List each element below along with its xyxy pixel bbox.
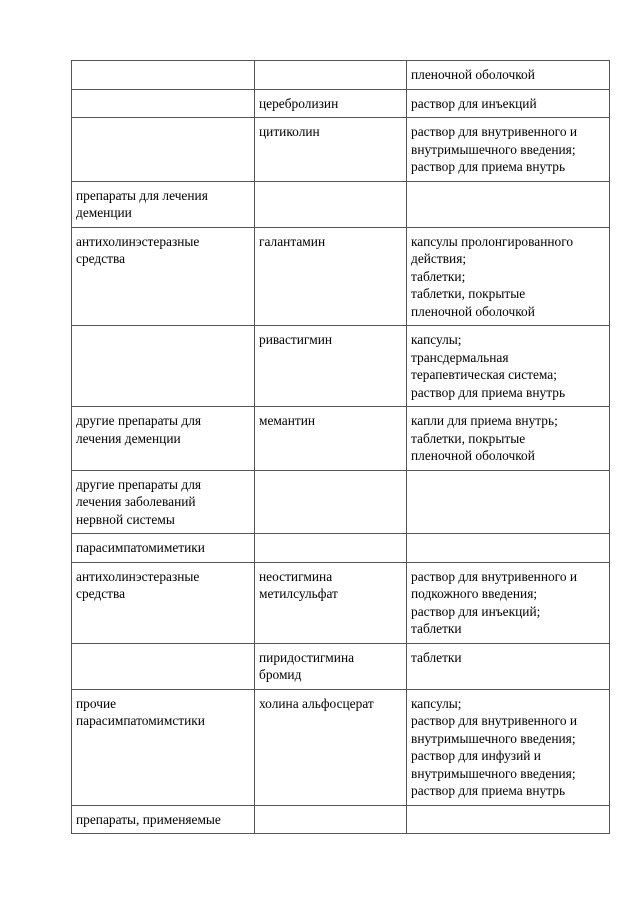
table-row <box>72 61 610 90</box>
dosage-form-cell <box>407 805 610 834</box>
substance-cell: цитиколин <box>255 118 407 182</box>
substance-cell: мемантин <box>255 407 407 471</box>
group-cell: антихолинэстеразные средства <box>72 227 255 326</box>
group-cell <box>72 61 255 90</box>
group-cell: другие препараты для лечения заболеваний нервной системы <box>72 470 255 534</box>
table-row <box>72 227 610 326</box>
substance-cell <box>255 181 407 227</box>
dosage-form-cell: раствор для внутривенного и подкожного введения; раствор для инъекций; таблетки <box>407 562 610 643</box>
table-row <box>72 643 610 689</box>
substance-cell: холина альфосцерат <box>255 689 407 805</box>
substance-cell <box>255 805 407 834</box>
dosage-form-cell: капсулы; трансдермальная терапевтическая система; раствор для приема внутрь <box>407 326 610 407</box>
group-cell <box>72 643 255 689</box>
substance-cell: пиридостигмина бромид <box>255 643 407 689</box>
table-row <box>72 181 610 227</box>
substance-cell: ривастигмин <box>255 326 407 407</box>
group-cell <box>72 118 255 182</box>
table-row <box>72 689 610 805</box>
dosage-form-cell: раствор для инъекций <box>407 89 610 118</box>
table-row <box>72 89 610 118</box>
table-row <box>72 805 610 834</box>
substance-cell: неостигмина метилсульфат <box>255 562 407 643</box>
substance-cell: церебролизин <box>255 89 407 118</box>
table-row <box>72 562 610 643</box>
table-row <box>72 534 610 563</box>
group-cell <box>72 326 255 407</box>
group-cell: другие препараты для лечения деменции <box>72 407 255 471</box>
dosage-form-cell: раствор для внутривенного и внутримышечного введения; раствор для приема внутрь <box>407 118 610 182</box>
substance-cell <box>255 61 407 90</box>
dosage-form-cell: капсулы пролонгированного действия; таблетки; таблетки, покрытые пленочной оболочкой <box>407 227 610 326</box>
dosage-form-cell: капли для приема внутрь; таблетки, покрытые пленочной оболочкой <box>407 407 610 471</box>
table-row <box>72 407 610 471</box>
substance-cell <box>255 470 407 534</box>
dosage-form-cell <box>407 534 610 563</box>
substance-cell <box>255 534 407 563</box>
group-cell: парасимпатомиметики <box>72 534 255 563</box>
group-cell: прочие парасимпатомимстики <box>72 689 255 805</box>
group-cell: препараты, применяемые <box>72 805 255 834</box>
table-row <box>72 118 610 182</box>
dosage-form-cell: таблетки <box>407 643 610 689</box>
table-row <box>72 326 610 407</box>
table-row <box>72 470 610 534</box>
group-cell: антихолинэстеразные средства <box>72 562 255 643</box>
group-cell: препараты для лечения деменции <box>72 181 255 227</box>
drug-table <box>71 60 610 834</box>
dosage-form-cell: капсулы; раствор для внутривенного и внутримышечного введения; раствор для инфузий и внутримышечного введения; раствор для приема внутрь <box>407 689 610 805</box>
group-cell <box>72 89 255 118</box>
substance-cell: галантамин <box>255 227 407 326</box>
dosage-form-cell <box>407 181 610 227</box>
dosage-form-cell <box>407 470 610 534</box>
dosage-form-cell: пленочной оболочкой <box>407 61 610 90</box>
